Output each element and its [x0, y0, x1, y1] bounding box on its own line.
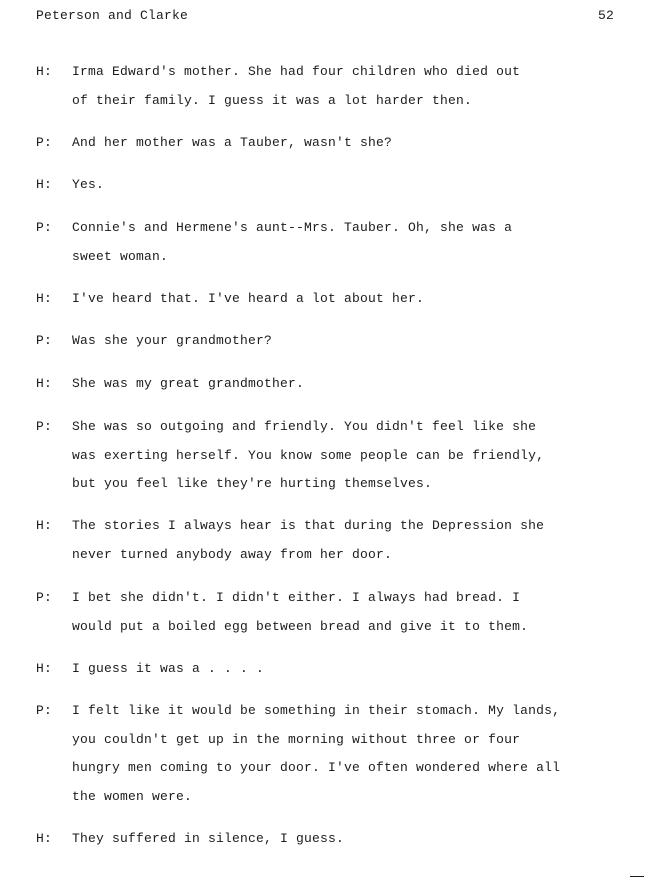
speaker-label: P: [36, 590, 53, 605]
header-title: Peterson and Clarke [36, 8, 189, 23]
dialogue-turn [36, 171, 616, 200]
dialogue-text: The stories I always hear is that during the Depression she never turned anybody away from her door. [72, 518, 545, 562]
dialogue-turn [36, 285, 616, 314]
dialogue-text: Was she your grandmother? [72, 333, 273, 348]
dialogue-text: I bet she didn't. I didn't either. I always had bread. I would put a boiled egg between bread and give it to them. [72, 590, 529, 634]
dialogue-turn [36, 584, 616, 641]
dialogue-text: I've heard that. I've heard a lot about her. [72, 291, 425, 306]
page-number: 52 [598, 8, 615, 23]
dialogue-text: She was so outgoing and friendly. You didn't feel like she was exerting herself. You know some people can be friendly, but you feel like they're hurting themselves. [72, 419, 545, 491]
speaker-label: H: [36, 64, 53, 79]
dialogue-turn [36, 58, 616, 115]
dialogue-turn [36, 697, 616, 811]
dialogue-turn [36, 413, 616, 499]
dialogue-text: I felt like it would be something in their stomach. My lands, you couldn't get up in the morning without three or four hungry men coming to your door. I've often wondered where all the women were. [72, 703, 561, 804]
dialogue-turn [36, 825, 616, 854]
dialogue-turn [36, 129, 616, 158]
dialogue-text: She was my great grandmother. [72, 376, 305, 391]
speaker-label: H: [36, 831, 53, 846]
dialogue-text: Irma Edward's mother. She had four children who died out of their family. I guess it was a lot harder then. [72, 64, 521, 108]
speaker-label: H: [36, 661, 53, 676]
speaker-label: P: [36, 220, 53, 235]
speaker-label: P: [36, 419, 53, 434]
dialogue-text: They suffered in silence, I guess. [72, 831, 345, 846]
speaker-label: P: [36, 135, 53, 150]
dialogue-turn [36, 370, 616, 399]
speaker-label: H: [36, 518, 53, 533]
dialogue-text: Connie's and Hermene's aunt--Mrs. Tauber. Oh, she was a sweet woman. [72, 220, 513, 264]
speaker-label: H: [36, 177, 53, 192]
dialogue-turn [36, 512, 616, 569]
dialogue-text: I guess it was a . . . . [72, 661, 265, 676]
dialogue-text: And her mother was a Tauber, wasn't she? [72, 135, 393, 150]
speaker-label: P: [36, 333, 53, 348]
speaker-label: H: [36, 291, 53, 306]
dialogue-turn [36, 655, 616, 684]
dialogue-turn [36, 214, 616, 271]
speaker-label: P: [36, 703, 53, 718]
dialogue-text: Yes. [72, 177, 105, 192]
speaker-label: H: [36, 376, 53, 391]
scan-mark [630, 876, 644, 877]
dialogue-turn [36, 327, 616, 356]
